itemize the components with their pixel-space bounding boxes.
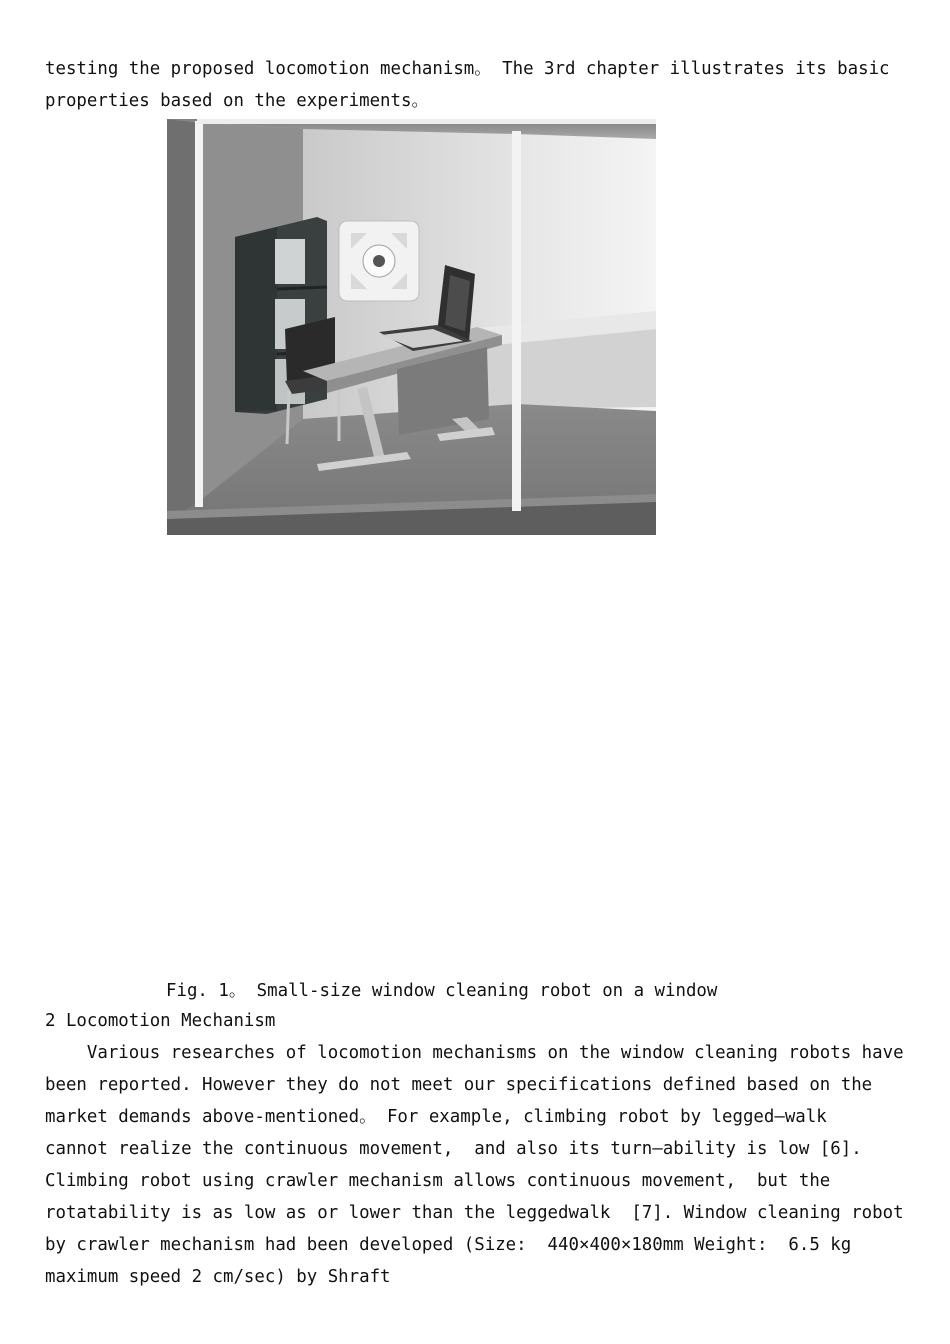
figure-robot-window-render [167, 119, 656, 535]
robot-body [339, 221, 419, 301]
paragraph-line-3: market demands above-mentioned。 For example, climbing robot by legged—walk [45, 1107, 827, 1127]
section-heading: 2 Locomotion Mechanism [45, 1011, 276, 1031]
intro-line-1: testing the proposed locomotion mechanism。 The 3rd chapter illustrates its basic [45, 59, 890, 79]
paragraph-line-7: by crawler mechanism had been developed (Size: 440×400×180mm Weight: 6.5 kg [45, 1235, 852, 1255]
intro-line-2: properties based on the experiments。 [45, 91, 429, 111]
paragraph-line-1: Various researches of locomotion mechanisms on the window cleaning robots have [45, 1043, 904, 1063]
figure-caption: Fig. 1。 Small-size window cleaning robot on a window [166, 981, 718, 1001]
paragraph-line-5: Climbing robot using crawler mechanism allows continuous movement, but the [45, 1171, 831, 1191]
paragraph-line-2: been reported. However they do not meet our specifications defined based on the [45, 1075, 873, 1095]
paragraph-line-6: rotatability is as low as or lower than the leggedwalk [7]. Window cleaning robot [45, 1203, 904, 1223]
paragraph-line-8: maximum speed 2 cm/sec) by Shraft [45, 1267, 391, 1287]
paragraph-line-4: cannot realize the continuous movement, and also its turn—ability is low [6]. [45, 1139, 862, 1159]
